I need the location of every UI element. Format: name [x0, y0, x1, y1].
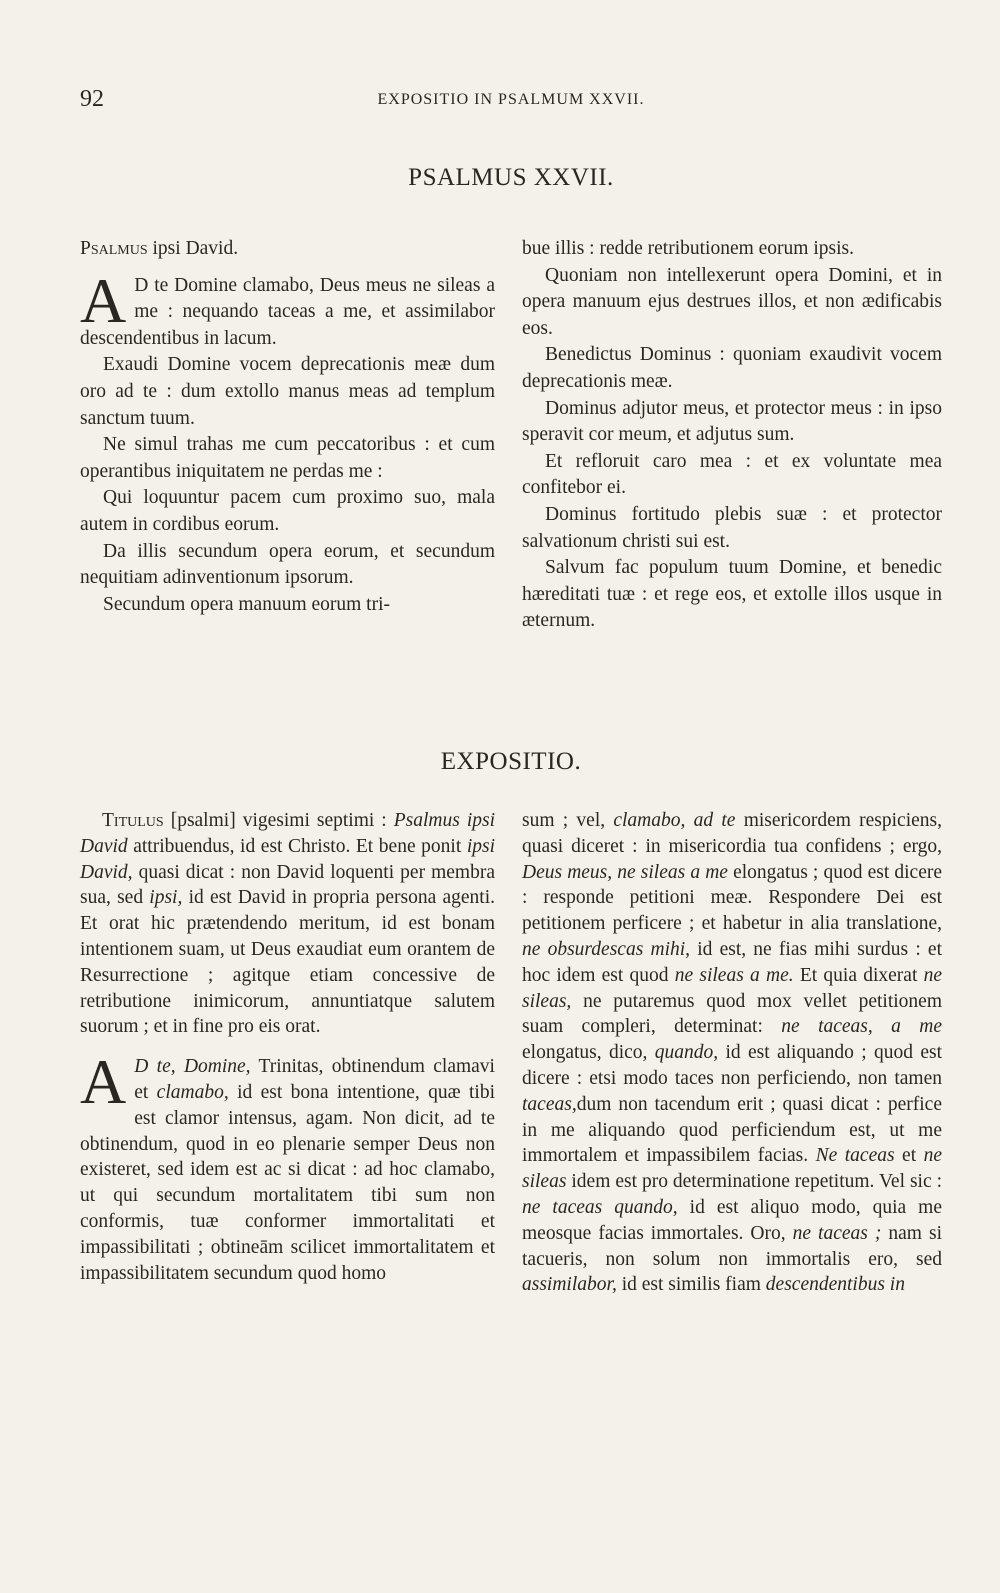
expositio-right-column: [522, 808, 942, 1298]
italic-run: ne sileas: [522, 1145, 942, 1193]
italic-run: ne taceas, a me: [781, 1016, 942, 1038]
text-run: attribuendus, id est Christo. Et bene ponit: [127, 835, 467, 857]
psalm-title: [80, 236, 495, 263]
text-run: id est David in propria persona agenti. Et orat hic prætendendo meritum, id est bonam intentionem suam, ut Deus exaudiat eum orantem de Resurrectione ; agitque etiam concessive de retributione inimicorum, annuntiatque salutem suorum ; et in fine pro eis orat.: [80, 887, 495, 1038]
text-run: [psalmi] vigesimi septimi :: [163, 810, 394, 831]
text-run: Et quia dixerat: [793, 964, 924, 986]
psalm-verse: Dominus fortitudo plebis suæ : et protector salvationum christi sui est.: [522, 503, 942, 552]
psalm-right-column: [522, 236, 942, 635]
italic-run: D te, Domine,: [134, 1056, 251, 1078]
psalm-dropcap: A: [80, 264, 127, 336]
expositio-heading: EXPOSITIO.: [440, 748, 582, 775]
italic-run: Ne taceas: [815, 1145, 895, 1167]
italic-run: ipsi,: [149, 887, 183, 909]
italic-run: quando,: [654, 1042, 719, 1064]
psalm-heading: PSALMUS XXVII.: [408, 164, 614, 191]
italic-run: ne sileas a me.: [674, 964, 794, 986]
psalm-verse: Et refloruit caro mea : et ex voluntate mea confitebor ei.: [522, 450, 942, 499]
italic-run: ne obsurdescas mihi,: [522, 938, 691, 960]
psalm-verse: Salvum fac populum tuum Domine, et benedic hæreditati tuæ : et rege eos, et extolle illos usque in æternum.: [522, 557, 942, 632]
text-run: id est, ne fias mihi surdus : et hoc idem est quod: [522, 938, 942, 986]
italic-run: descendentibus in: [765, 1274, 905, 1296]
italic-run: ne sileas,: [522, 964, 942, 1012]
text-run: idem est pro determinatione repetitum. Vel sic :: [566, 1171, 942, 1193]
psalm-verse-1: [80, 264, 495, 353]
running-title: EXPOSITIO IN PSALMUM XXVII.: [377, 91, 645, 108]
psalm-title-smallcaps: Psalmus: [80, 238, 148, 259]
italic-run: assimilabor,: [522, 1274, 617, 1296]
italic-run: ipsi David,: [80, 835, 495, 883]
text-run: id est aliquo modo, quia me meosque facias immortales. Oro,: [522, 1196, 942, 1244]
text-run: id est similis fiam: [616, 1274, 766, 1296]
paragraph-gap: [80, 1040, 495, 1054]
psalm-verse-1-text: D te Domine clamabo, Deus meus ne sileas a me : nequando taceas a me, et assimilabor descendentibus in lacum.: [80, 274, 495, 349]
expositio-paragraph-continuation: [522, 808, 942, 1298]
expositio-left-column: [80, 808, 495, 1286]
italic-run: ne taceas ;: [792, 1222, 882, 1244]
psalm-left-column: [80, 236, 495, 618]
text-run: elongatus ; quod est dicere : responde petitioni meæ. Respondere Dei est petitionem perficere ; et habetur in alia translatione,: [522, 861, 942, 935]
text-run: dum non tacendum erit ; quasi dicat : perfice in me aliquando quod perficiendum est, ut me immortalem et impassibilem facias.: [522, 1093, 942, 1167]
text-run: sum ; vel,: [522, 810, 614, 831]
psalm-verse: Dominus adjutor meus, et protector meus : in ipso speravit cor meum, et adjutus sum.: [522, 397, 942, 446]
italic-run: clamabo, ad te: [613, 810, 736, 831]
text-run: quasi dicat : non David loquenti per membra sua, sed: [80, 861, 495, 909]
text-run: id est aliquando ; quod est dicere : etsi modo taces non perficiendo, non tamen: [522, 1042, 942, 1089]
psalm-verse: Da illis secundum opera eorum, et secundum nequitiam adinventionum ipsorum.: [80, 540, 495, 589]
text-run: nam si tacueris, non solum non immortalis ero, sed: [522, 1222, 942, 1270]
italic-run: clamabo,: [156, 1081, 229, 1103]
italic-run: taceas,: [522, 1093, 577, 1115]
italic-run: ne taceas quando,: [522, 1196, 678, 1218]
page-number: 92: [80, 86, 104, 112]
text-run: elongatus, dico,: [522, 1042, 655, 1064]
psalm-verse-continuation: bue illis : redde retributionem eorum ipsis.: [522, 238, 854, 259]
text-run: Trinitas, obtinendum clamavi et: [134, 1056, 495, 1103]
expositio-titulus: Titulus: [102, 810, 164, 831]
text-run: id est bona intentione, quæ tibi est clamor intensus, agam. Non dicit, ad te obtinendum, quod in eo plenarie semper Deus non existeret, sed idem est ac si dicat : ad hoc clamabo, ut qui secundum mortalitatem tibi sum non conformis, tuæ conformer immortalitati et impassibilitati ; obtineām scilicet immortalitatem et impassibilitatem secundum quod homo: [80, 1081, 495, 1284]
expositio-paragraph-2: [80, 1046, 495, 1286]
psalm-verse: Qui loquuntur pacem cum proximo suo, mala autem in cordibus eorum.: [80, 487, 495, 535]
expositio-paragraph-1: [80, 808, 495, 1040]
psalm-verse: Ne simul trahas me cum peccatoribus : et cum operantibus iniquitatem ne perdas me :: [80, 434, 495, 482]
psalm-verse: Secundum opera manuum eorum tri-: [103, 593, 391, 615]
psalm-verse: Quoniam non intellexerunt opera Domini, et in opera manuum ejus destrues illos, et non ædificabis eos.: [522, 264, 942, 339]
italic-run: Deus meus, ne sileas a me: [522, 861, 728, 883]
psalm-verse: Benedictus Dominus : quoniam exaudivit vocem deprecationis meæ.: [522, 344, 942, 392]
text-run: misericordem respiciens, quasi diceret : in misericordia tua confidens ; ergo,: [522, 810, 942, 857]
psalm-title-rest: ipsi David.: [147, 238, 239, 259]
italic-run: Psalmus ipsi David: [80, 810, 496, 857]
text-run: et: [894, 1145, 924, 1167]
psalm-verse: Exaudi Domine vocem deprecationis meæ dum oro ad te : dum extollo manus meas ad templum sanctum tuum.: [80, 354, 495, 429]
text-run: ne putaremus quod mox vellet petitionem suam compleri, determinat:: [522, 990, 942, 1038]
expositio-dropcap: A: [80, 1046, 127, 1118]
running-head: [80, 86, 942, 116]
